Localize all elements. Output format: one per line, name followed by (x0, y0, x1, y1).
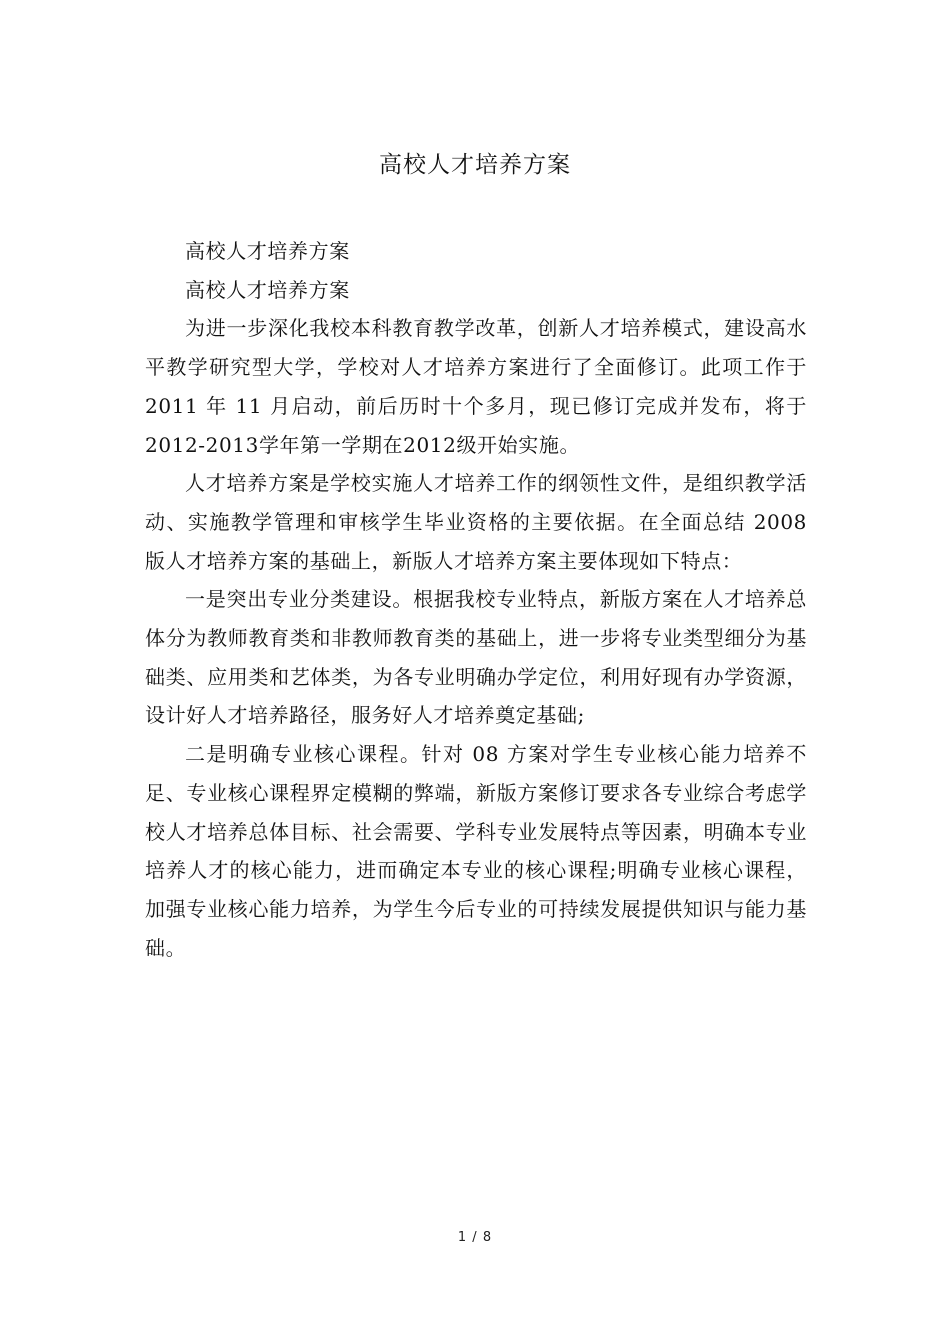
paragraph-feature-one: 一是突出专业分类建设。根据我校专业特点，新版方案在人才培养总体分为教师教育类和非教师教育类的基础上，进一步将专业类型细分为基础类、应用类和艺体类，为各专业明确办学定位，利用好现有办学资源，设计好人才培养路径，服务好人才培养奠定基础; (145, 587, 807, 728)
page-number: 1 / 8 (457, 1230, 493, 1245)
paragraph-revision-background: 为进一步深化我校本科教育教学改革，创新人才培养模式，建设高水平教学研究型大学，学校对人才培养方案进行了全面修订。此项工作于 2011 年 11 月启动，前后历时十个多月，现已修订完成并发布，将于2012-2013学年第一学期在2012级开始实施。 (145, 316, 807, 457)
paragraph-repeated-title-2: 高校人才培养方案 (185, 277, 350, 302)
paragraph-program-features-intro: 人才培养方案是学校实施人才培养工作的纲领性文件，是组织教学活动、实施教学管理和审核学生毕业资格的主要依据。在全面总结 2008 版人才培养方案的基础上，新版人才培养方案主要体现如下特点： (145, 471, 807, 573)
paragraph-repeated-title-1: 高校人才培养方案 (185, 239, 350, 263)
paragraph-feature-two: 二是明确专业核心课程。针对 08 方案对学生专业核心能力培养不足、专业核心课程界定模糊的弊端，新版方案修订要求各专业综合考虑学校人才培养总体目标、社会需要、学科专业发展特点等因素，明确本专业培养人才的核心能力，进而确定本专业的核心课程;明确专业核心课程，加强专业核心能力培养，为学生今后专业的可持续发展提供知识与能力基础。 (145, 742, 807, 960)
document-title: 高校人才培养方案 (379, 152, 571, 178)
document-body (145, 232, 807, 967)
